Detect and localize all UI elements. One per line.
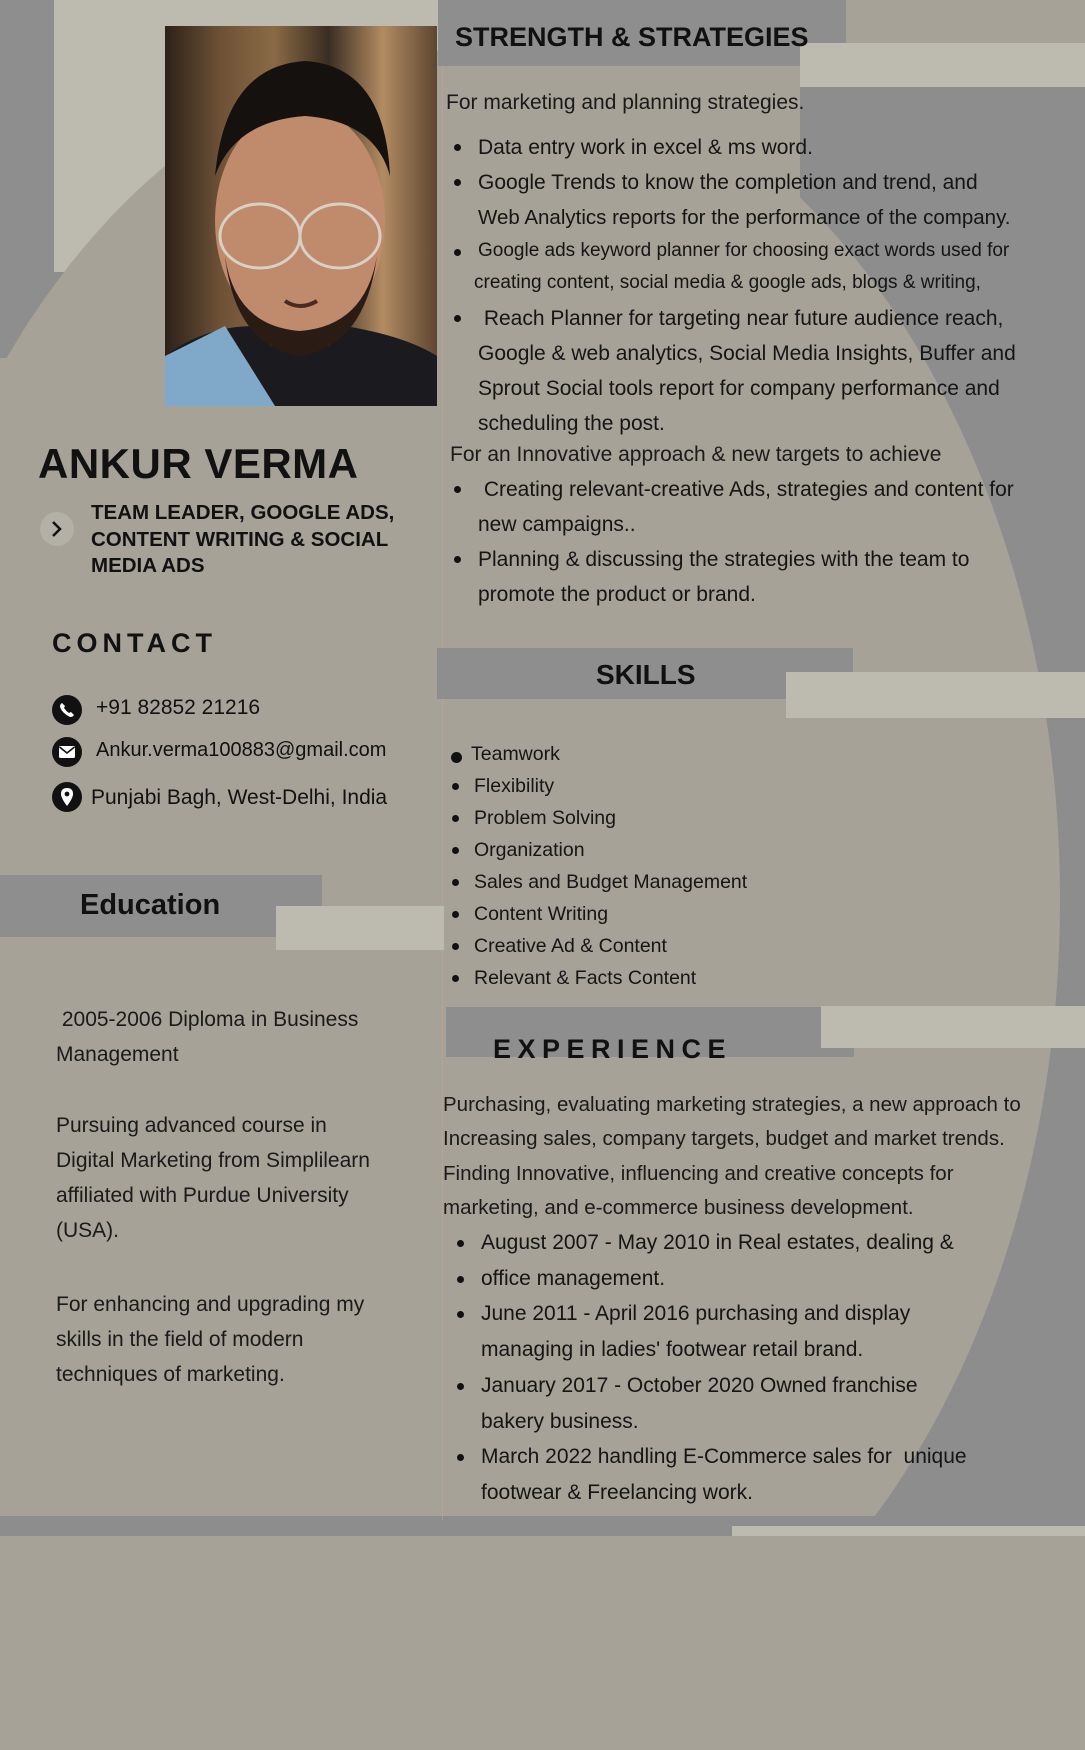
candidate-title: TEAM LEADER, GOOGLE ADS, CONTENT WRITING & SOCIAL MEDIA ADS [91, 501, 395, 577]
list-item: Flexibility [445, 770, 845, 802]
column-divider [442, 20, 443, 1520]
strength-intro: For marketing and planning strategies. [446, 91, 805, 114]
strength-list-2 [446, 472, 1082, 612]
skills-header-accent [786, 672, 1085, 718]
list-item: January 2017 - October 2020 Owned franchise bakery business. [444, 1368, 1064, 1439]
list-item: August 2007 - May 2010 in Real estates, dealing & [444, 1225, 1064, 1261]
list-item: Creative Ad & Content [445, 930, 845, 962]
experience-list [444, 1225, 1064, 1511]
list-item: Data entry work in excel & ms word. [446, 130, 1082, 165]
education-heading: Education [80, 889, 221, 921]
profile-photo [165, 26, 437, 406]
strength-list [446, 130, 1082, 441]
list-item: Reach Planner for targeting near future audience reach, Google & web analytics, Social Media Insights, Buffer and Sprout Social tools report for company performance and scheduling the post. [446, 301, 1082, 441]
email-icon [52, 737, 82, 767]
strength-heading: STRENGTH & STRATEGIES [455, 22, 809, 52]
experience-intro: Purchasing, evaluating marketing strategies, a new approach to Increasing sales, company targets, budget and market trends. Finding Innovative, influencing and creative concepts for marketing, and e-commerce business development. [443, 1093, 1021, 1219]
phone-number[interactable]: +91 82852 21216 [96, 696, 261, 719]
education-header-accent [276, 906, 444, 950]
chevron-right-icon [40, 512, 74, 546]
bottom-light-bar [732, 1526, 1085, 1536]
list-item: March 2022 handling E-Commerce sales for unique footwear & Freelancing work. [444, 1439, 1064, 1510]
education-entry: 2005-2006 Diploma in Business Management [56, 1008, 359, 1066]
list-item: Content Writing [445, 898, 845, 930]
strength-header-accent [800, 43, 1085, 87]
list-item: Planning & discussing the strategies with the team to promote the product or brand. [446, 542, 1082, 612]
list-item: Sales and Budget Management [445, 866, 845, 898]
skills-heading: SKILLS [596, 659, 696, 690]
location-pin-icon [52, 782, 82, 812]
candidate-name: ANKUR VERMA [38, 440, 359, 487]
phone-icon [52, 695, 82, 725]
strength-intro-2: For an Innovative approach & new targets to achieve [450, 443, 942, 466]
experience-header-accent [821, 1006, 1085, 1048]
contact-heading: CONTACT [52, 628, 217, 658]
list-item: Organization [445, 834, 845, 866]
email-address[interactable]: Ankur.verma100883@gmail.com [96, 739, 387, 761]
education-entry: Pursuing advanced course in Digital Marketing from Simplilearn affiliated with Purdue University (USA). [56, 1114, 370, 1242]
list-item: Problem Solving [445, 802, 845, 834]
list-item: Relevant & Facts Content [445, 962, 845, 994]
list-item: Teamwork [445, 738, 845, 770]
list-item: Google ads keyword planner for choosing exact words used for creating content, social media & google ads, blogs & writing, [446, 235, 1082, 299]
list-item: office management. [444, 1261, 1064, 1297]
list-item: Google Trends to know the completion and trend, and Web Analytics reports for the performance of the company. [446, 165, 1082, 235]
experience-heading: EXPERIENCE [493, 1034, 733, 1064]
list-item: Creating relevant-creative Ads, strategies and content for new campaigns.. [446, 472, 1082, 542]
education-entry: For enhancing and upgrading my skills in the field of modern techniques of marketing. [56, 1293, 365, 1386]
skills-list [445, 738, 845, 994]
list-item: June 2011 - April 2016 purchasing and display managing in ladies' footwear retail brand. [444, 1296, 1064, 1367]
location-text: Punjabi Bagh, West-Delhi, India [91, 786, 388, 809]
